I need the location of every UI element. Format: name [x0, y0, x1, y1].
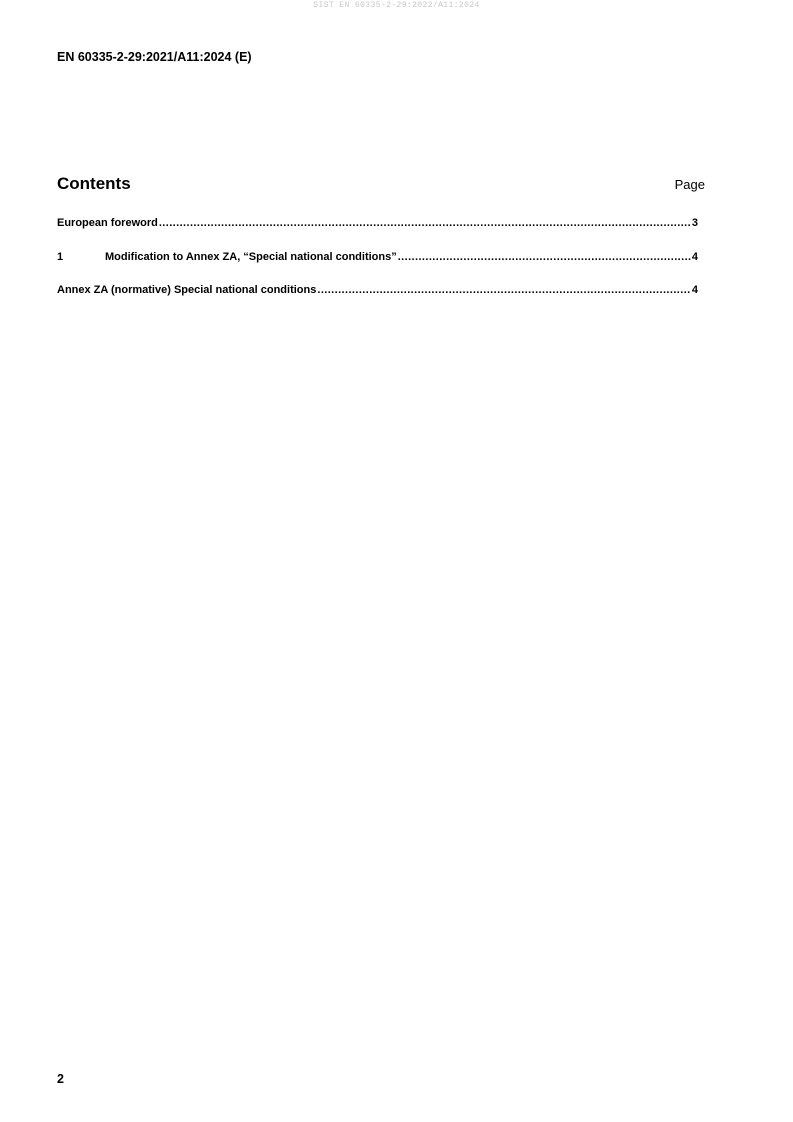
- page-number: 2: [57, 1072, 64, 1086]
- toc-entry-title: Annex ZA (normative) Special national conditions: [57, 284, 317, 296]
- watermark-text: SIST EN 60335-2-29:2022/A11:2024: [313, 1, 480, 10]
- toc-dot-leader: [159, 217, 691, 229]
- toc-entry-title: Modification to Annex ZA, “Special national conditions”: [105, 250, 397, 263]
- toc-entry-number: 1: [57, 250, 64, 263]
- toc-entry-annex-za[interactable]: [57, 284, 698, 298]
- toc-entry-title: European foreword: [57, 217, 158, 229]
- toc-entry-page: 3: [691, 217, 698, 229]
- contents-heading: Contents: [57, 174, 131, 193]
- toc-dot-leader: [317, 284, 691, 296]
- toc-entry-modification-annex-za[interactable]: [57, 251, 698, 265]
- document-id-header: EN 60335-2-29:2021/A11:2024 (E): [57, 50, 252, 64]
- toc-entry-page: 4: [691, 284, 698, 296]
- table-of-contents: [57, 217, 698, 318]
- toc-dot-leader: [398, 251, 691, 263]
- toc-entry-page: 4: [691, 250, 698, 263]
- page-column-label: Page: [674, 177, 705, 192]
- toc-entry-european-foreword[interactable]: [57, 217, 698, 231]
